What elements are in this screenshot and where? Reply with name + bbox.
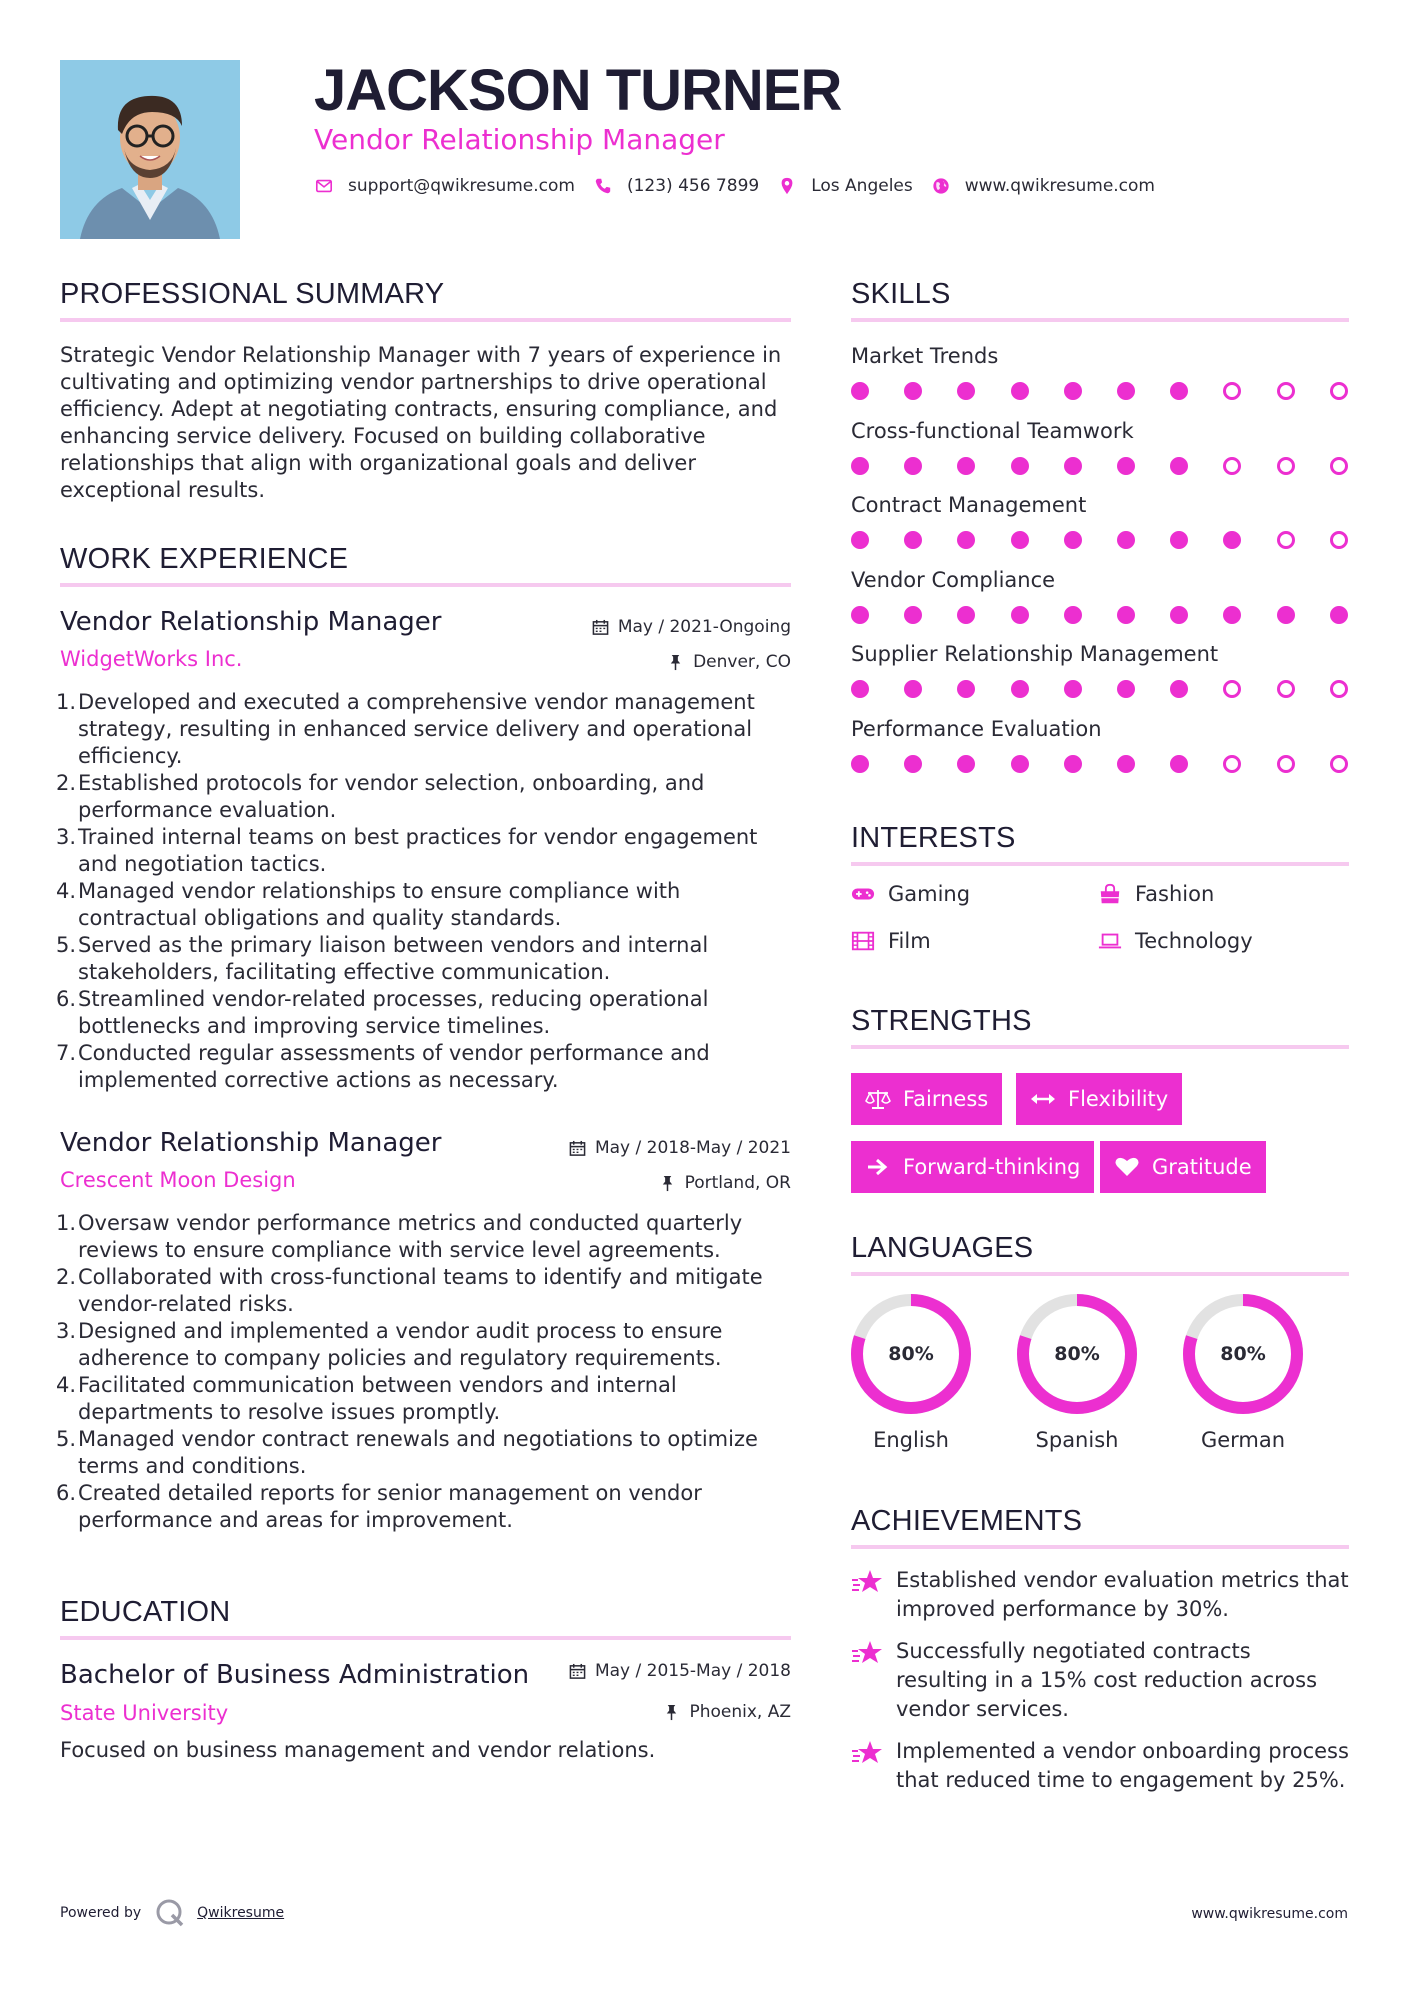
- rating-dot-filled: [904, 382, 922, 400]
- achievement-text: Implemented a vendor onboarding process that reduced time to engagement by 25%.: [896, 1739, 1349, 1792]
- list-item: Collaborated with cross-functional teams to identify and mitigate vendor-related risks.: [78, 1265, 763, 1316]
- skill-item: [851, 640, 1349, 700]
- star-icon: [851, 1568, 883, 1596]
- envelope-icon: [314, 176, 334, 196]
- achievement-text: Successfully negotiated contracts resulting in a 15% cost reduction across vendor services.: [896, 1639, 1318, 1721]
- list-item: Facilitated communication between vendors and internal departments to resolve issues promptly.: [78, 1373, 677, 1424]
- job-location: [667, 651, 791, 673]
- achievements-heading: ACHIEVEMENTS: [851, 1505, 1083, 1537]
- rating-dot-empty: [1223, 680, 1241, 698]
- rating-dot-filled: [957, 531, 975, 549]
- experience-divider: [60, 583, 791, 587]
- skill-name: Vendor Compliance: [851, 567, 1056, 592]
- pushpin-icon: [659, 1175, 676, 1192]
- rating-dot-filled: [1064, 606, 1082, 624]
- strength-tag: [851, 1141, 1094, 1193]
- language-german: [1181, 1292, 1305, 1452]
- job-location: [659, 1172, 791, 1194]
- qwikresume-logo-icon: [155, 1898, 185, 1928]
- education-heading: EDUCATION: [60, 1596, 231, 1628]
- rating-dot-filled: [1117, 680, 1135, 698]
- language-percent: 80%: [1054, 1343, 1100, 1365]
- rating-dot-filled: [851, 606, 869, 624]
- rating-dot-empty: [1223, 457, 1241, 475]
- rating-dot-filled: [957, 457, 975, 475]
- rating-dot-filled: [1170, 457, 1188, 475]
- rating-dot-filled: [1170, 531, 1188, 549]
- rating-dot-empty: [1277, 755, 1295, 773]
- rating-dot-filled: [1064, 680, 1082, 698]
- rating-dot-filled: [1170, 680, 1188, 698]
- skill-name: Cross-functional Teamwork: [851, 418, 1134, 443]
- rating-dot-filled: [1011, 680, 1029, 698]
- calendar-icon: [569, 1663, 586, 1680]
- qwikresume-link[interactable]: Qwikresume: [197, 1905, 285, 1921]
- calendar-icon: [592, 619, 609, 636]
- rating-dot-filled: [1223, 531, 1241, 549]
- strength-tag: [1016, 1073, 1182, 1125]
- film-icon: [851, 930, 875, 952]
- job-dates: [592, 616, 791, 638]
- skill-rating: [851, 380, 1349, 402]
- achievement-item: [851, 1737, 1349, 1795]
- rating-dot-empty: [1330, 755, 1348, 773]
- language-spanish: [1015, 1292, 1139, 1452]
- skill-rating: [851, 455, 1349, 477]
- contact-location: [777, 176, 913, 196]
- globe-icon: [931, 176, 951, 196]
- skill-name: Performance Evaluation: [851, 717, 1102, 741]
- job-bullets: [60, 1210, 791, 1534]
- job-bullets: [60, 689, 791, 1094]
- interest-label: Gaming: [888, 882, 971, 906]
- strength-tag: [1100, 1141, 1266, 1193]
- skill-rating: [851, 529, 1349, 551]
- strengths-divider: [851, 1045, 1349, 1049]
- interests-divider: [851, 862, 1349, 866]
- rating-dot-filled: [851, 680, 869, 698]
- rating-dot-filled: [957, 680, 975, 698]
- candidate-title: Vendor Relationship Manager: [314, 123, 725, 156]
- education-location-text: Phoenix, AZ: [689, 1702, 791, 1722]
- contact-website[interactable]: [931, 176, 1155, 196]
- contact-website-text: www.qwikresume.com: [964, 176, 1155, 196]
- interests-heading: INTERESTS: [851, 822, 1016, 854]
- star-icon: [851, 1739, 883, 1767]
- list-item: Served as the primary liaison between vendors and internal stakeholders, facilitating effective communication.: [78, 933, 709, 984]
- contact-email-text: support@qwikresume.com: [348, 176, 575, 196]
- rating-dot-empty: [1330, 531, 1348, 549]
- strength-label: Fairness: [903, 1087, 989, 1111]
- list-item: Designed and implemented a vendor audit process to ensure adherence to company policies and regulatory requirements.: [78, 1319, 723, 1370]
- rating-dot-empty: [1330, 680, 1348, 698]
- job-title: Vendor Relationship Manager: [60, 607, 442, 637]
- rating-dot-filled: [1064, 382, 1082, 400]
- rating-dot-filled: [851, 755, 869, 773]
- footer-branding: [60, 1898, 284, 1928]
- skill-rating: [851, 604, 1349, 626]
- contact-phone[interactable]: [593, 176, 759, 196]
- contact-location-text: Los Angeles: [811, 176, 913, 196]
- rating-dot-filled: [1117, 382, 1135, 400]
- language-percent: 80%: [1220, 1343, 1266, 1365]
- contact-email[interactable]: [314, 176, 575, 196]
- rating-dot-filled: [1170, 606, 1188, 624]
- interest-fashion: [1098, 882, 1214, 906]
- strengths-heading: STRENGTHS: [851, 1005, 1032, 1037]
- interest-label: Fashion: [1135, 882, 1215, 906]
- job-dates: [569, 1137, 791, 1159]
- scale-icon: [865, 1088, 891, 1110]
- rating-dot-filled: [1223, 606, 1241, 624]
- rating-dot-filled: [957, 606, 975, 624]
- rating-dot-filled: [904, 531, 922, 549]
- job-company: WidgetWorks Inc.: [60, 647, 243, 671]
- rating-dot-filled: [957, 755, 975, 773]
- star-icon: [851, 1639, 883, 1667]
- rating-dot-filled: [1011, 457, 1029, 475]
- language-percent: 80%: [888, 1343, 934, 1365]
- list-item: Trained internal teams on best practices for vendor engagement and negotiation tactics.: [78, 825, 758, 876]
- rating-dot-filled: [851, 382, 869, 400]
- shopping-bag-icon: [1098, 883, 1122, 905]
- strength-tag: [851, 1073, 1002, 1125]
- gamepad-icon: [851, 883, 875, 905]
- rating-dot-empty: [1330, 457, 1348, 475]
- interest-film: [851, 929, 931, 953]
- rating-dot-empty: [1330, 382, 1348, 400]
- list-item: Conducted regular assessments of vendor performance and implemented corrective actions as necessary.: [78, 1041, 710, 1092]
- rating-dot-filled: [1064, 531, 1082, 549]
- rating-dot-filled: [1064, 755, 1082, 773]
- powered-by-text: Powered by: [60, 1905, 142, 1921]
- language-name: English: [873, 1428, 949, 1452]
- footer-url[interactable]: www.qwikresume.com: [1191, 1906, 1348, 1922]
- interest-label: Film: [888, 929, 931, 953]
- summary-text: Strategic Vendor Relationship Manager with 7 years of experience in cultivating and optimizing vendor partnerships to drive operational efficiency. Adept at negotiating contracts, ensuring compliance, and enhancing service delivery. Focused on building collaborative relationships that align with organizational goals and deliver exceptional results.: [60, 343, 782, 502]
- arrows-horizontal-icon: [1030, 1088, 1056, 1110]
- skills-divider: [851, 318, 1349, 322]
- rating-dot-filled: [1117, 606, 1135, 624]
- language-english: [849, 1292, 973, 1452]
- rating-dot-filled: [904, 680, 922, 698]
- job-title: Vendor Relationship Manager: [60, 1128, 442, 1158]
- rating-dot-filled: [1170, 755, 1188, 773]
- list-item: Created detailed reports for senior management on vendor performance and areas for improvement.: [78, 1481, 702, 1532]
- education-location: [663, 1701, 791, 1723]
- school-name: State University: [60, 1701, 229, 1725]
- achievement-item: [851, 1637, 1349, 1724]
- phone-icon: [593, 176, 613, 196]
- language-name: German: [1200, 1428, 1286, 1452]
- interest-label: Technology: [1135, 929, 1253, 953]
- interest-technology: [1098, 929, 1253, 953]
- rating-dot-filled: [1277, 606, 1295, 624]
- list-item: Managed vendor relationships to ensure compliance with contractual obligations and quality standards.: [78, 879, 681, 930]
- rating-dot-empty: [1277, 457, 1295, 475]
- skill-name: Supplier Relationship Management: [851, 642, 1219, 667]
- languages-divider: [851, 1272, 1349, 1276]
- pushpin-icon: [667, 654, 684, 671]
- experience-heading: WORK EXPERIENCE: [60, 543, 349, 575]
- skill-rating: [851, 753, 1349, 775]
- calendar-icon: [569, 1140, 586, 1157]
- laptop-icon: [1098, 930, 1122, 952]
- degree-title: Bachelor of Business Administration: [60, 1660, 530, 1690]
- arrow-right-icon: [865, 1156, 891, 1178]
- rating-dot-filled: [1064, 457, 1082, 475]
- rating-dot-filled: [1170, 382, 1188, 400]
- job-location-text: Denver, CO: [693, 652, 791, 672]
- skill-name: Market Trends: [851, 344, 999, 368]
- rating-dot-empty: [1277, 531, 1295, 549]
- summary-heading: PROFESSIONAL SUMMARY: [60, 278, 445, 310]
- rating-dot-filled: [1011, 606, 1029, 624]
- candidate-name: JACKSON TURNER: [314, 58, 842, 123]
- education-divider: [60, 1636, 791, 1640]
- rating-dot-filled: [904, 755, 922, 773]
- skill-item: [851, 715, 1349, 775]
- skills-heading: SKILLS: [851, 278, 951, 310]
- rating-dot-filled: [851, 457, 869, 475]
- list-item: Managed vendor contract renewals and negotiations to optimize terms and conditions.: [78, 1427, 758, 1478]
- rating-dot-filled: [904, 457, 922, 475]
- heart-icon: [1114, 1156, 1140, 1178]
- skill-item: [851, 342, 1349, 402]
- language-name: Spanish: [1035, 1428, 1119, 1452]
- skill-item: [851, 566, 1349, 626]
- education-dates-text: May / 2015-May / 2018: [594, 1661, 791, 1681]
- strength-label: Gratitude: [1152, 1155, 1252, 1179]
- skill-item: [851, 491, 1349, 551]
- list-item: Streamlined vendor-related processes, reducing operational bottlenecks and improving service timelines.: [78, 987, 709, 1038]
- rating-dot-filled: [1117, 457, 1135, 475]
- languages-heading: LANGUAGES: [851, 1232, 1034, 1264]
- education-dates: [569, 1660, 791, 1682]
- list-item: Developed and executed a comprehensive vendor management strategy, resulting in enhanced service delivery and operational efficiency.: [78, 690, 755, 768]
- job-dates-text: May / 2021-Ongoing: [617, 617, 791, 637]
- pushpin-icon: [663, 1704, 680, 1721]
- job-dates-text: May / 2018-May / 2021: [594, 1138, 791, 1158]
- rating-dot-filled: [1011, 531, 1029, 549]
- rating-dot-empty: [1277, 382, 1295, 400]
- rating-dot-filled: [851, 531, 869, 549]
- list-item: Oversaw vendor performance metrics and conducted quarterly reviews to ensure compliance with service level agreements.: [78, 1211, 743, 1262]
- list-item: Established protocols for vendor selection, onboarding, and performance evaluation.: [78, 771, 705, 822]
- rating-dot-filled: [1117, 531, 1135, 549]
- strength-label: Flexibility: [1068, 1087, 1169, 1111]
- achievement-item: [851, 1566, 1349, 1624]
- contact-bar: [314, 176, 1173, 196]
- rating-dot-empty: [1277, 680, 1295, 698]
- skill-name: Contract Management: [851, 493, 1087, 518]
- rating-dot-filled: [957, 382, 975, 400]
- job-company: Crescent Moon Design: [60, 1168, 296, 1192]
- education-description: Focused on business management and vendor relations.: [60, 1738, 656, 1762]
- rating-dot-filled: [904, 606, 922, 624]
- rating-dot-empty: [1223, 755, 1241, 773]
- rating-dot-empty: [1223, 382, 1241, 400]
- skill-rating: [851, 678, 1349, 700]
- interest-gaming: [851, 882, 970, 906]
- job-location-text: Portland, OR: [684, 1173, 791, 1193]
- contact-phone-text: (123) 456 7899: [626, 176, 760, 196]
- map-pin-icon: [777, 176, 797, 196]
- rating-dot-filled: [1330, 606, 1348, 624]
- summary-divider: [60, 318, 791, 322]
- strength-label: Forward-thinking: [903, 1155, 1081, 1179]
- achievement-text: Established vendor evaluation metrics that improved performance by 30%.: [896, 1568, 1349, 1621]
- rating-dot-filled: [1011, 755, 1029, 773]
- profile-photo: [60, 60, 240, 239]
- achievements-divider: [851, 1545, 1349, 1549]
- rating-dot-filled: [1117, 755, 1135, 773]
- skill-item: [851, 417, 1349, 477]
- rating-dot-filled: [1011, 382, 1029, 400]
